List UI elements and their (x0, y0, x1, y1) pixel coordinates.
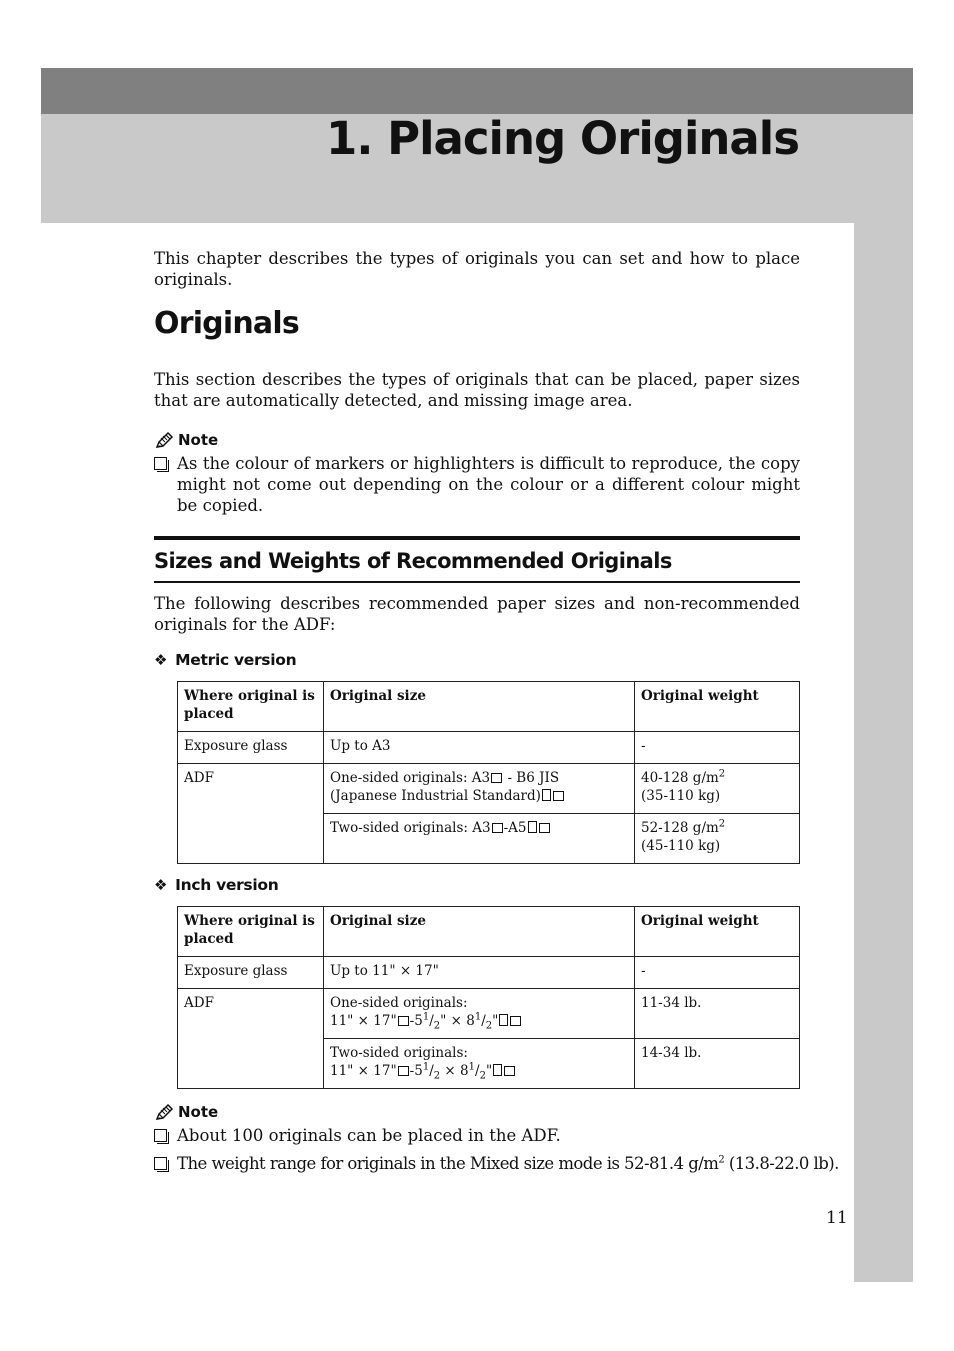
inch-heading (154, 876, 800, 894)
section-title: Originals (154, 306, 299, 341)
portrait-paper-icon (542, 789, 551, 801)
table-row (178, 764, 800, 814)
landscape-paper-icon (510, 1016, 521, 1026)
table-header-row (178, 907, 800, 957)
checkbox-bullet-icon (154, 457, 167, 470)
checkbox-bullet-icon (154, 1157, 167, 1170)
column-header: Original weight (635, 907, 800, 957)
landscape-paper-icon (491, 773, 502, 783)
section-description: This section describes the types of originals that can be placed, paper sizes that are automatically detected, and missing image area. (154, 370, 800, 410)
table-row (178, 989, 800, 1039)
table-row (178, 732, 800, 764)
portrait-paper-icon (493, 1064, 502, 1076)
place-cell: Exposure glass (178, 732, 324, 764)
metric-table (177, 681, 800, 864)
landscape-paper-icon (553, 791, 564, 801)
landscape-paper-icon (539, 823, 550, 833)
size-cell: Two-sided originals: A3 -A5 (324, 814, 635, 864)
place-cell: Exposure glass (178, 957, 324, 989)
weight-cell: - (635, 957, 800, 989)
note-item (154, 1153, 839, 1174)
landscape-paper-icon (398, 1066, 409, 1076)
size-cell: Up to 11" × 17" (324, 957, 635, 989)
diamond-bullet-icon: ❖ (154, 876, 168, 894)
column-header: Original weight (635, 682, 800, 732)
page-number: 11 (826, 1208, 848, 1228)
column-header: Original size (324, 682, 635, 732)
diamond-bullet-icon: ❖ (154, 651, 168, 669)
note-item (154, 453, 800, 516)
weight-cell: - (635, 732, 800, 764)
portrait-paper-icon (499, 1014, 508, 1026)
size-cell: Up to A3 (324, 732, 635, 764)
weight-cell: 52-128 $g/m^2$ (45-110 kg) (635, 814, 800, 864)
note-heading (154, 1103, 800, 1121)
pencil-icon (154, 1103, 174, 1121)
column-header: Original size (324, 907, 635, 957)
landscape-paper-icon (492, 823, 503, 833)
note-heading (154, 431, 800, 449)
size-cell: Two-sided originals: 11" × 17" $-5^1/_2 \times 8^1/_2$" (324, 1039, 635, 1089)
note-text: The weight range for originals in the Mixed size mode is 52-81.4 $g/m^2$ (13.8-22.0 lb). (177, 1154, 839, 1173)
portrait-paper-icon (528, 821, 537, 833)
note-label: Note (178, 1103, 219, 1121)
place-cell: ADF (178, 989, 324, 1089)
note-item (154, 1125, 800, 1146)
table-header-row (178, 682, 800, 732)
weight-cell: 14-34 lb. (635, 1039, 800, 1089)
place-cell: ADF (178, 764, 324, 864)
chapter-title: 1. Placing Originals (326, 112, 799, 165)
subsection-title: Sizes and Weights of Recommended Originals (154, 536, 800, 583)
size-cell: One-sided originals: A3 - B6 JIS (Japanese Industrial Standard) (324, 764, 635, 814)
landscape-paper-icon (398, 1016, 409, 1026)
header-band-dark (41, 68, 913, 114)
landscape-paper-icon (504, 1066, 515, 1076)
size-cell: One-sided originals: 11" × 17" $-5^1/_2$" × $8^1/_2$" (324, 989, 635, 1039)
note-label: Note (178, 431, 219, 449)
note-text: As the colour of markers or highlighters is difficult to reproduce, the copy might not come out depending on the colour or a different colour might be copied. (177, 454, 800, 515)
column-header: Where original is placed (178, 682, 324, 732)
column-header: Where original is placed (178, 907, 324, 957)
table-row (178, 957, 800, 989)
side-tab-band (854, 223, 913, 1282)
weight-cell: 11-34 lb. (635, 989, 800, 1039)
weight-cell: 40-128 $g/m^2$ (35-110 kg) (635, 764, 800, 814)
inch-heading-label: Inch version (175, 876, 279, 894)
metric-heading-label: Metric version (175, 651, 297, 669)
checkbox-bullet-icon (154, 1129, 167, 1142)
note-text: About 100 originals can be placed in the ADF. (177, 1126, 561, 1145)
page-content (154, 248, 839, 1174)
chapter-intro: This chapter describes the types of originals you can set and how to place originals. (154, 249, 800, 289)
metric-heading (154, 651, 800, 669)
inch-table (177, 906, 800, 1089)
subsection-description: The following describes recommended paper sizes and non-recommended originals for the ADF: (154, 594, 800, 634)
pencil-icon (154, 431, 174, 449)
